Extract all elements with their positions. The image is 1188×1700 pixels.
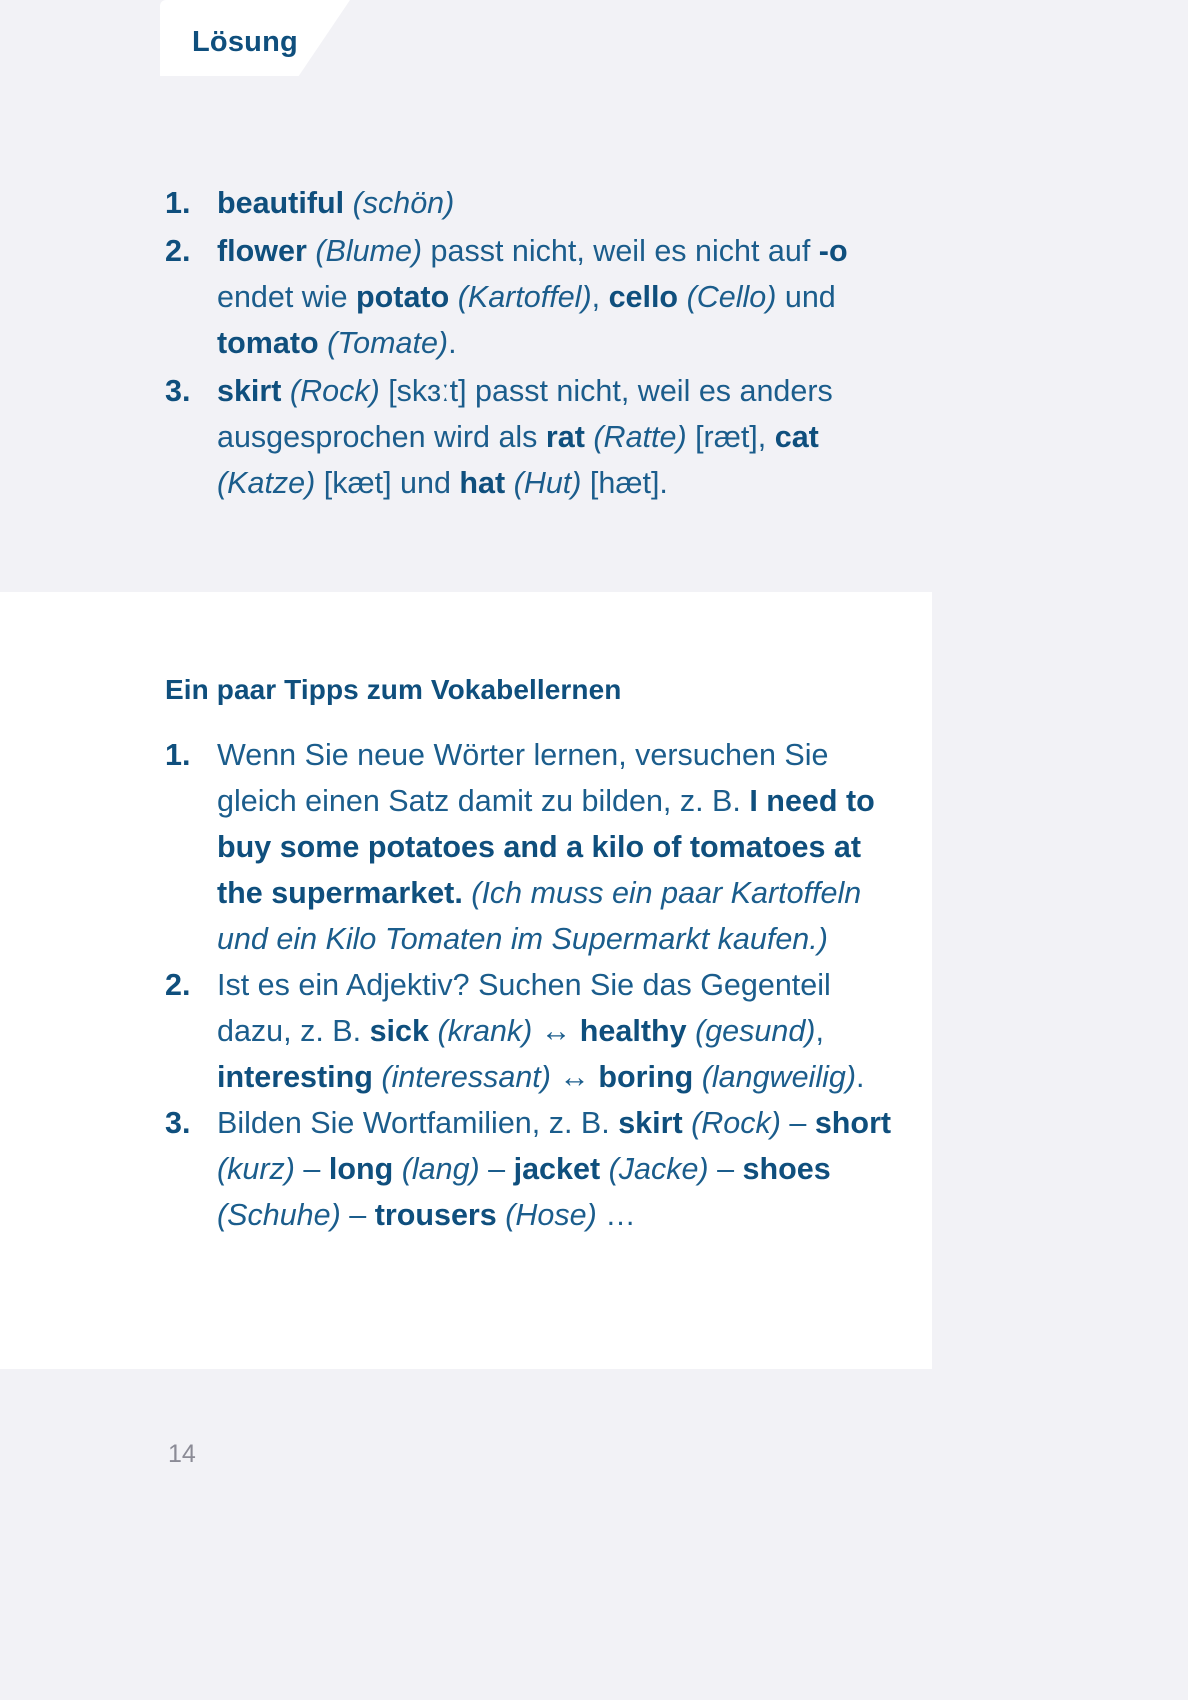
text-run: , [815, 1014, 824, 1048]
text-run: – [340, 1198, 375, 1232]
tips-card [0, 592, 932, 1369]
list-item-marker: 3. [165, 1106, 191, 1140]
text-run [463, 876, 471, 910]
text-run: und [776, 280, 836, 314]
list-item [165, 368, 925, 506]
text-run: – [708, 1152, 743, 1186]
list-item [165, 962, 910, 1100]
text-run: [skɜːt] passt nicht, weil es anders ausgesprochen wird als [217, 374, 833, 454]
tips-inner [165, 670, 910, 1238]
gloss-italic: (Cello) [686, 280, 777, 314]
text-run [281, 374, 289, 408]
list-item-text [217, 374, 833, 500]
term-bold: skirt [618, 1106, 683, 1140]
gloss-italic: (Ratte) [593, 420, 687, 454]
list-item-text [217, 186, 454, 220]
term-bold: long [328, 1152, 394, 1186]
list-item [165, 228, 925, 366]
list-item-text [217, 968, 864, 1094]
text-run: passt nicht, weil es nicht auf [422, 234, 819, 268]
gloss-italic: (krank) [437, 1014, 533, 1048]
text-run [344, 186, 352, 220]
text-run: [ræt], [686, 420, 775, 454]
answers-list [165, 180, 925, 506]
text-run [600, 1152, 608, 1186]
term-bold: trousers [374, 1198, 497, 1232]
gloss-italic: (Schuhe) [217, 1198, 341, 1232]
list-item [165, 1100, 910, 1238]
term-bold: sick [369, 1014, 429, 1048]
text-run: Bilden Sie Wortfamilien, z. B. [217, 1106, 619, 1140]
text-run [687, 1014, 695, 1048]
gloss-italic: (schön) [352, 186, 455, 220]
text-run: ↔ [532, 1014, 580, 1048]
gloss-italic: (Katze) [217, 466, 316, 500]
term-bold: boring [598, 1060, 694, 1094]
text-run: Ist es ein Adjektiv? Suchen Sie das Gegenteil dazu, z. B. [217, 968, 831, 1048]
term-bold: hat [459, 466, 506, 500]
gloss-italic: (interessant) [381, 1060, 551, 1094]
term-bold: shoes [742, 1152, 831, 1186]
gloss-italic: (langweilig) [701, 1060, 856, 1094]
list-item-text [217, 234, 848, 360]
tips-heading: Ein paar Tipps zum Vokabellernen [165, 674, 622, 705]
text-run [693, 1060, 701, 1094]
gloss-italic: (Hose) [505, 1198, 597, 1232]
text-run: ↔ [550, 1060, 599, 1094]
term-bold: -o [818, 234, 848, 268]
term-bold: skirt [217, 374, 282, 408]
gloss-italic: (Tomate) [327, 326, 449, 360]
text-run: . [448, 326, 457, 360]
gloss-italic: (Rock) [289, 374, 380, 408]
text-run: – [780, 1106, 815, 1140]
text-run: – [294, 1152, 329, 1186]
tab-label: Lösung [192, 26, 298, 58]
page-number: 14 [168, 1440, 196, 1468]
text-run: – [479, 1152, 514, 1186]
term-bold: cat [774, 420, 819, 454]
text-run [393, 1152, 401, 1186]
list-item [165, 732, 910, 962]
gloss-italic: (Blume) [315, 234, 423, 268]
gloss-italic: (Kartoffel) [457, 280, 592, 314]
list-item-marker: 2. [165, 968, 191, 1002]
term-bold: tomato [217, 326, 319, 360]
term-bold: short [814, 1106, 892, 1140]
text-run: [kæt] und [315, 466, 460, 500]
text-run [319, 326, 327, 360]
text-run: endet wie [217, 280, 357, 314]
term-bold: jacket [513, 1152, 601, 1186]
text-run: Wenn Sie neue Wörter lernen, versuchen Sie gleich einen Satz damit zu bilden, z. B. [217, 738, 829, 818]
gloss-italic: (Rock) [691, 1106, 781, 1140]
list-item-marker: 1. [165, 186, 191, 220]
tips-list [165, 732, 910, 1238]
term-bold: healthy [579, 1014, 687, 1048]
list-item-text [217, 1106, 891, 1232]
term-bold: rat [545, 420, 585, 454]
text-run [497, 1198, 505, 1232]
text-run [683, 1106, 691, 1140]
text-run: … [596, 1198, 636, 1232]
text-run: [hæt]. [581, 466, 668, 500]
gloss-italic: (kurz) [217, 1152, 295, 1186]
term-bold: flower [217, 234, 307, 268]
text-run: , [591, 280, 609, 314]
term-bold: interesting [217, 1060, 373, 1094]
answers-section [0, 180, 1188, 508]
term-bold: cello [608, 280, 679, 314]
term-bold: I need to buy some potatoes and a kilo of tomatoes at the supermarket. [217, 784, 875, 910]
list-item-marker: 2. [165, 234, 191, 268]
text-run [505, 466, 513, 500]
text-run [449, 280, 457, 314]
text-run: . [856, 1060, 865, 1094]
list-item-text [217, 738, 875, 956]
gloss-italic: (gesund) [695, 1014, 816, 1048]
gloss-italic: (lang) [401, 1152, 480, 1186]
list-item-marker: 3. [165, 374, 191, 408]
term-bold: potato [356, 280, 450, 314]
gloss-italic: (Jacke) [608, 1152, 709, 1186]
loesung-tab [160, 0, 350, 76]
gloss-italic: (Ich muss ein paar Kartoffeln und ein Kilo Tomaten im Supermarkt kaufen.) [217, 876, 862, 956]
term-bold: beautiful [217, 186, 345, 220]
list-item-marker: 1. [165, 738, 191, 772]
gloss-italic: (Hut) [513, 466, 582, 500]
list-item [165, 180, 925, 226]
text-run [678, 280, 686, 314]
